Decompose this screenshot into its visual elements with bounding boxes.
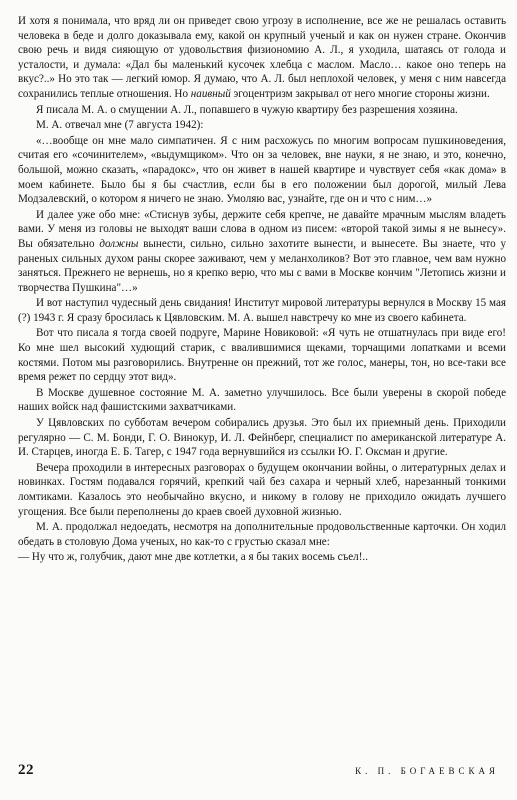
paragraph: — Ну что ж, голубчик, дают мне две котлетки, а я бы таких восемь съел!.. (18, 551, 368, 564)
italic-word: должны (99, 237, 139, 250)
paragraph-text: И хотя я понимала, что вряд ли он приведет свою угрозу в исполнение, все же не решалась оставить человека в беде и долго доказывала ему, какой он крупный ученый и как он нужен стране. Окончив свою речь и видя сияющую от удовольствия физиономию А. Л., я уходила, шатаясь от голода и усталости, и думала: «Дал бы маленький кусочек хлебца с маслом. Масло… какое оно теперь на вкус?..» Но это так — легкий юмор. Я думаю, что А. Л. был неплохой человек, у меня с ним навсегда сохранились теплые отношения. Но (18, 15, 506, 100)
paragraph: М. А. отвечал мне (7 августа 1942): (36, 119, 204, 132)
paragraph (18, 208, 506, 296)
paragraph: М. А. продолжал недоедать, несмотря на дополнительные продовольственные карточки. Он ходил обедать в столовую Дома ученых, но как-то с грустью сказал мне: (18, 521, 506, 548)
paragraph: Вот что писала я тогда своей подруге, Марине Новиковой: «Я чуть не отшатнулась при виде его! Ко мне шел высокий худющий старик, с ввалившимися щеками, торчащими лопатками и всеми костями. Потом мы разговорились. Внутренне он прежний, тот же голос, манеры, тон, но все-таки все время режет по сердцу этот вид». (18, 327, 506, 384)
paragraph-text: И далее уже обо мне: «Стиснув зубы, держите себя крепче, не давайте мрачным мыслям владеть вами. У меня из головы не выходят ваши слова в одном из писем: «второй такой зимы я не вынесу». Вы обязательно (18, 208, 506, 250)
paragraph (18, 14, 506, 102)
paragraph: У Цявловских по субботам вечером собирались друзья. Это был их приемный день. Приходили регулярно — С. М. Бонди, Г. О. Винокур, И. Л. Фейнберг, специалист по американской литературе А. И. Старцев, иногда Е. Б. Тагер, с 1947 года вернувшийся из ссылки Ю. Г. Оксман и другие. (18, 417, 506, 459)
page-number: 22 (18, 762, 34, 778)
running-footer-author: К. П. БОГАЕВСКАЯ (355, 766, 499, 776)
paragraph: И вот наступил чудесный день свидания! Институт мировой литературы вернулся в Москву 15 мая (?) 1943 г. Я сразу бросилась к Цявловским. М. А. вышел навстречу ко мне из своего кабинета. (18, 297, 506, 324)
paragraph: «…вообще он мне мало симпатичен. Я с ним расхожусь по многим вопросам пушкиноведения, считая его «сочинителем», «выдумщиком». Что он за человек, вне науки, я не знаю, и это, конечно, большой, можно сказать, «парадокс», что он живет в нашей квартире и чувствует себя «как дома» в моем кабинете. Было бы я бы счастлив, если бы в его положении был дорогой, милый Лева Модзалевский, о котором я ничего не знаю. Умоляю вас, узнайте, где он и что с ним…» (18, 134, 506, 206)
paragraph: Я писала М. А. о смущении А. Л., попавшего в чужую квартиру без разрешения хозяина. (36, 103, 458, 116)
body-text (18, 14, 506, 565)
paragraph: В Москве душевное состояние М. А. заметно улучшилось. Все были уверены в скорой победе наших войск над фашистскими захватчиками. (18, 386, 506, 414)
paragraph-text: эгоцентризм закрывал от него многие стороны жизни. (233, 87, 490, 100)
paragraph-text: вынести, сильно, сильно захотите вынести, и вынесете. Вы знаете, что у раненых сильных духом раны скорее заживают, чем у меланхоликов? Вот это главное, чем вам нужно заняться. Прежнего не вернешь, но я крепко верю, что мы с вами в Москве кончим "Летопись жизни и творчества Пушкина"…» (18, 237, 506, 294)
italic-word: наивный (190, 87, 231, 100)
paragraph: Вечера проходили в интересных разговорах о будущем окончании войны, о литературных делах и новинках. Гостям подавался горячий, крепкий чай без сахара и черный хлеб, нарезанный тонкими ломтиками. Казалось это необычайно вкусно, и никому в голову не приходило ожидать лучшего угощения. Все были переполнены до краев своей духовной жизнью. (18, 461, 506, 518)
